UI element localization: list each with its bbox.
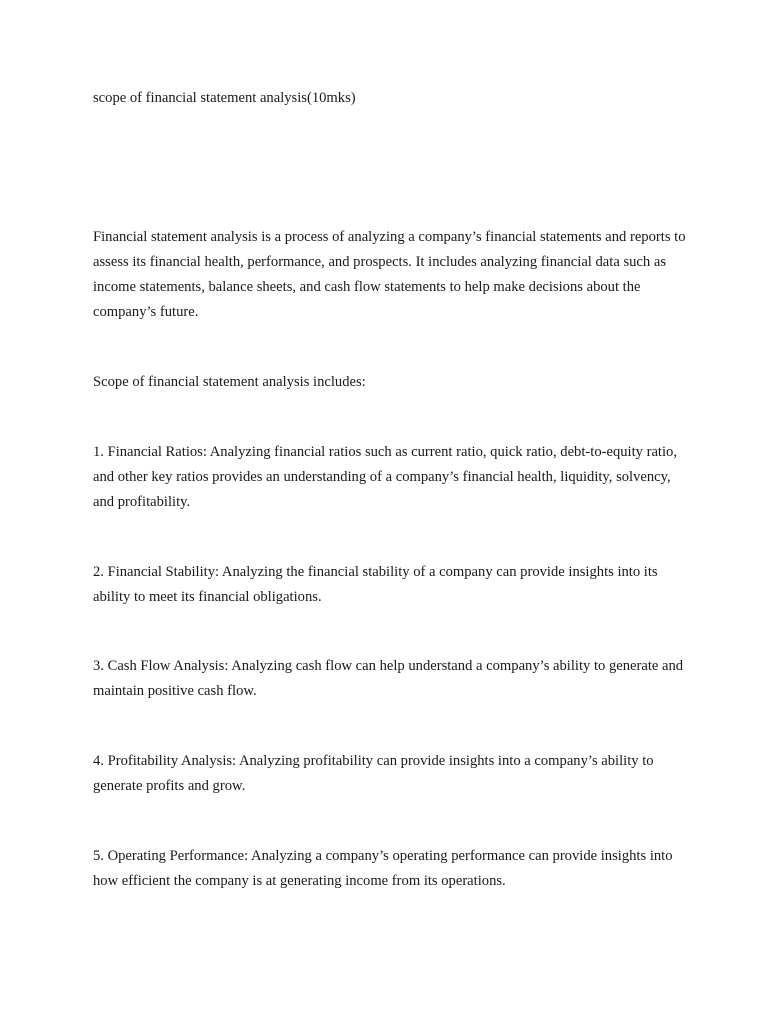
- document-title: scope of financial statement analysis(10mks): [93, 90, 356, 106]
- intro-paragraph: Financial statement analysis is a process of analyzing a company’s financial statements and reports to assess its financial health, performance, and prospects. It includes analyzing financial data such as income statements, balance sheets, and cash flow statements to help make decisions about the company’s future.: [93, 229, 686, 320]
- scope-item-financial-ratios: 1. Financial Ratios: Analyzing financial ratios such as current ratio, quick ratio, debt-to-equity ratio, and other key ratios provides an understanding of a company’s financial health, liquidity, solvency, and profitability.: [93, 444, 677, 510]
- scope-item-profitability-analysis: 4. Profitability Analysis: Analyzing profitability can provide insights into a company’s ability to generate profits and grow.: [93, 753, 654, 794]
- scope-item-operating-performance: 5. Operating Performance: Analyzing a company’s operating performance can provide insights into how efficient the company is at generating income from its operations.: [93, 848, 673, 889]
- scope-item-cash-flow-analysis: 3. Cash Flow Analysis: Analyzing cash flow can help understand a company’s ability to generate and maintain positive cash flow.: [93, 658, 684, 699]
- scope-heading: Scope of financial statement analysis includes:: [93, 374, 366, 390]
- scope-item-financial-stability: 2. Financial Stability: Analyzing the financial stability of a company can provide insights into its ability to meet its financial obligations.: [93, 564, 658, 605]
